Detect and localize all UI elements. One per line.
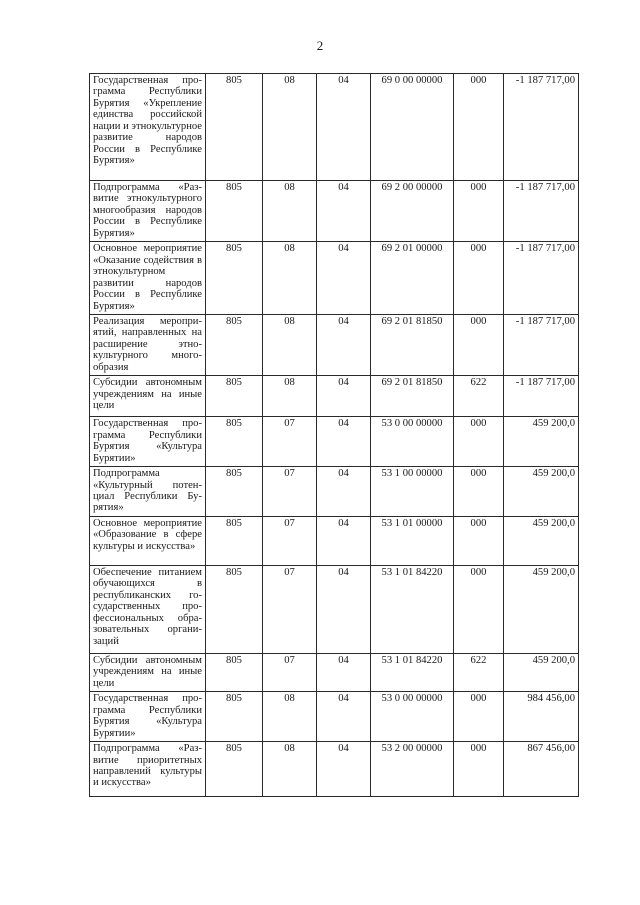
- ministry-code: 805: [206, 417, 263, 467]
- target-article-code: 53 1 01 84220: [371, 565, 454, 653]
- table-row: [90, 376, 579, 417]
- row-name: Подпрограмма «Развитие этнокультурного многообразия народов России в Республике Бурятия»: [90, 181, 206, 242]
- expense-kind-code: 000: [454, 417, 504, 467]
- subsection-code: 04: [317, 417, 371, 467]
- target-article-code: 69 2 01 81850: [371, 314, 454, 375]
- table-row: [90, 565, 579, 653]
- target-article-code: 69 2 01 00000: [371, 242, 454, 315]
- table-row: [90, 742, 579, 797]
- section-code: 08: [263, 376, 317, 417]
- amount: -1 187 717,00: [504, 242, 579, 315]
- page-number: 2: [316, 38, 324, 53]
- amount: -1 187 717,00: [504, 376, 579, 417]
- subsection-code: 04: [317, 516, 371, 565]
- row-name: Государственная программа Республики Бурятия «Культура Бурятии»: [90, 692, 206, 742]
- ministry-code: 805: [206, 467, 263, 517]
- amount: 459 200,0: [504, 516, 579, 565]
- amount: -1 187 717,00: [504, 314, 579, 375]
- expense-kind-code: 622: [454, 653, 504, 691]
- table-row: [90, 516, 579, 565]
- subsection-code: 04: [317, 242, 371, 315]
- target-article-code: 53 0 00 00000: [371, 692, 454, 742]
- section-code: 08: [263, 242, 317, 315]
- expense-kind-code: 000: [454, 467, 504, 517]
- amount: 984 456,00: [504, 692, 579, 742]
- expense-kind-code: 000: [454, 181, 504, 242]
- amount: -1 187 717,00: [504, 181, 579, 242]
- section-code: 08: [263, 181, 317, 242]
- ministry-code: 805: [206, 242, 263, 315]
- expense-kind-code: 000: [454, 742, 504, 797]
- expense-kind-code: 000: [454, 242, 504, 315]
- table-row: [90, 181, 579, 242]
- ministry-code: 805: [206, 74, 263, 181]
- budget-table: [89, 73, 579, 797]
- subsection-code: 04: [317, 74, 371, 181]
- amount: -1 187 717,00: [504, 74, 579, 181]
- amount: 867 456,00: [504, 742, 579, 797]
- section-code: 07: [263, 516, 317, 565]
- row-name: Подпрограмма «Развитие приоритетных направлений культуры и искусства»: [90, 742, 206, 797]
- expense-kind-code: 000: [454, 692, 504, 742]
- amount: 459 200,0: [504, 417, 579, 467]
- subsection-code: 04: [317, 376, 371, 417]
- row-name: Государственная программа Республики Бурятия «Культура Бурятии»: [90, 417, 206, 467]
- ministry-code: 805: [206, 181, 263, 242]
- row-name: Основное мероприятие «Образование в сфере культуры и искусства»: [90, 516, 206, 565]
- table-row: [90, 242, 579, 315]
- ministry-code: 805: [206, 653, 263, 691]
- ministry-code: 805: [206, 376, 263, 417]
- table-row: [90, 314, 579, 375]
- subsection-code: 04: [317, 653, 371, 691]
- ministry-code: 805: [206, 742, 263, 797]
- section-code: 07: [263, 565, 317, 653]
- ministry-code: 805: [206, 314, 263, 375]
- subsection-code: 04: [317, 692, 371, 742]
- section-code: 07: [263, 417, 317, 467]
- row-name: Реализация мероприятий, направленных на расширение этнокультурного многообразия: [90, 314, 206, 375]
- row-name: Субсидии автономным учреждениям на иные цели: [90, 376, 206, 417]
- table-row: [90, 653, 579, 691]
- section-code: 08: [263, 74, 317, 181]
- ministry-code: 805: [206, 565, 263, 653]
- subsection-code: 04: [317, 467, 371, 517]
- row-name: Подпрограмма «Культурный потенциал Республики Бурятия»: [90, 467, 206, 517]
- expense-kind-code: 000: [454, 516, 504, 565]
- expense-kind-code: 000: [454, 565, 504, 653]
- row-name: Обеспечение питанием обучающихся в республиканских государственных профессиональных образовательных организаций: [90, 565, 206, 653]
- subsection-code: 04: [317, 742, 371, 797]
- target-article-code: 53 1 01 84220: [371, 653, 454, 691]
- subsection-code: 04: [317, 565, 371, 653]
- expense-kind-code: 000: [454, 314, 504, 375]
- target-article-code: 53 1 00 00000: [371, 467, 454, 517]
- target-article-code: 53 2 00 00000: [371, 742, 454, 797]
- row-name: Основное мероприятие «Оказание содействия в этнокультурном развитии народов России в Республике Бурятия»: [90, 242, 206, 315]
- subsection-code: 04: [317, 181, 371, 242]
- table-row: [90, 74, 579, 181]
- target-article-code: 69 2 01 81850: [371, 376, 454, 417]
- row-name: Государственная программа Республики Бурятия «Укрепление единства российской нации и этнокультурное развитие народов России в Республике Бурятия»: [90, 74, 206, 181]
- table-row: [90, 692, 579, 742]
- ministry-code: 805: [206, 516, 263, 565]
- section-code: 07: [263, 653, 317, 691]
- ministry-code: 805: [206, 692, 263, 742]
- target-article-code: 53 0 00 00000: [371, 417, 454, 467]
- target-article-code: 69 2 00 00000: [371, 181, 454, 242]
- amount: 459 200,0: [504, 653, 579, 691]
- subsection-code: 04: [317, 314, 371, 375]
- table-row: [90, 417, 579, 467]
- amount: 459 200,0: [504, 467, 579, 517]
- target-article-code: 53 1 01 00000: [371, 516, 454, 565]
- target-article-code: 69 0 00 00000: [371, 74, 454, 181]
- section-code: 08: [263, 742, 317, 797]
- table-row: [90, 467, 579, 517]
- row-name: Субсидии автономным учреждениям на иные цели: [90, 653, 206, 691]
- amount: 459 200,0: [504, 565, 579, 653]
- section-code: 07: [263, 467, 317, 517]
- expense-kind-code: 622: [454, 376, 504, 417]
- section-code: 08: [263, 314, 317, 375]
- expense-kind-code: 000: [454, 74, 504, 181]
- section-code: 08: [263, 692, 317, 742]
